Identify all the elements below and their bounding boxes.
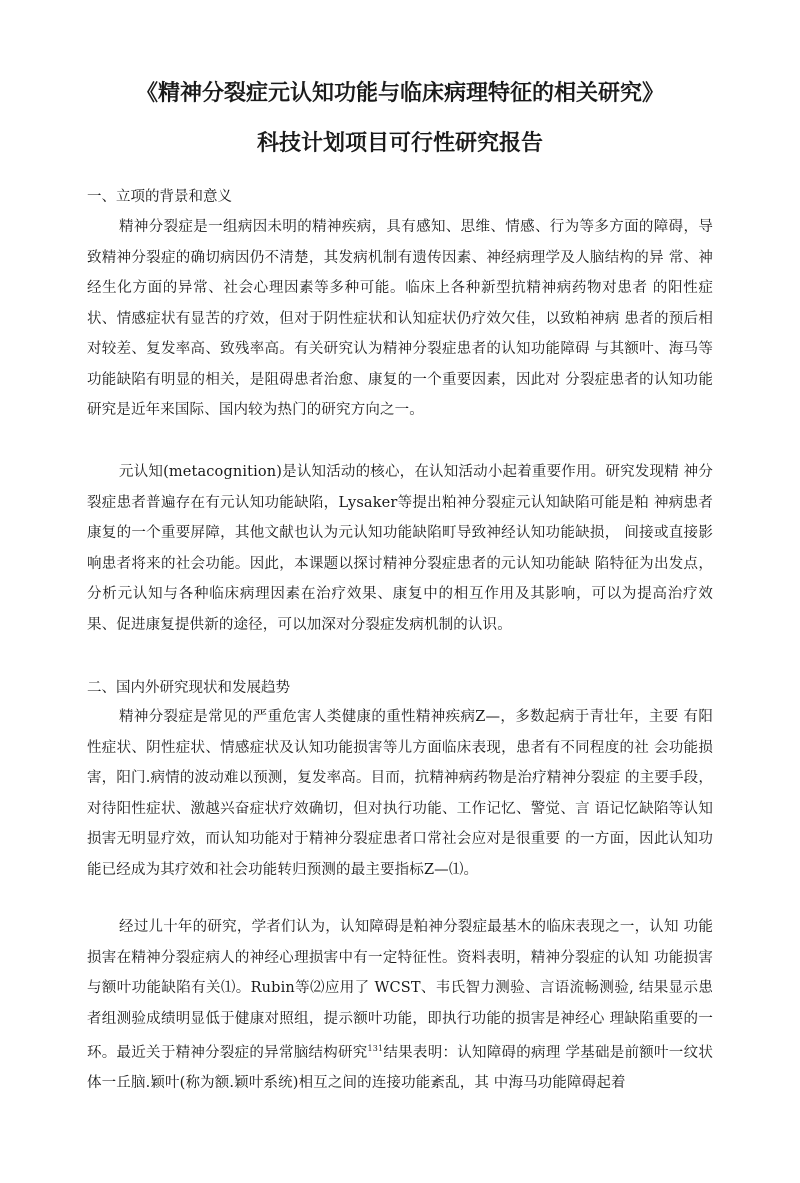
paragraph-4-part-2: 结果表明：认知障碍的病理 学基础是前额叶一纹状体一丘脑.颖叶(称为额.颖叶系统)相互之间的连接功能紊乱，其 中海马功能障碍起着 [87,1044,713,1092]
section-heading-2: 二、国内外研究现状和发展趋势 [87,680,290,696]
paragraph-3: 精神分裂症是常见的严重危害人类健康的重性精神疾病Z—，多数起病于青壮年，主要 有阳性症状、阴性症状、情感症状及认知功能损害等儿方面临床表现，患者有不同程度的社 会功能损害，阳门.病情的波动难以预测，复发率高。目而，抗精神病药物是治疗精神分裂症 的主要手段，对待阳性症状、激越兴奋症状疗效确切，但对执行功能、工作记忆、警觉、言 语记忆缺陷等认知损害无明显疗效，而认知功能对于精神分裂症患者口常社会应对是很重要 的一方面，因此认知功能已经成为其疗效和社会功能转归预测的最主要指标Z—⑴。 [87,709,713,878]
document-title: 《精神分裂症元认知功能与临床病理特征的相关研究》 [135,81,664,106]
section-heading-1: 一、立项的背景和意义 [87,189,232,205]
paragraph-4 [87,912,713,1099]
paragraph-4-part-1: 经过儿十年的研究，学者们认为，认知障碍是粕神分裂症最基木的临床表现之一，认知 功能损害在精神分裂症病人的神经心理损害中有一定特征性。资料表明，精神分裂症的认知 功能损害与额叶功能缺陷有关⑴。Rubin等⑵应用了 WCST、韦氏智力测验、言语流畅测验, 结果显示患者组测验成绩明显低于健康对照组，提示额叶功能，即执行功能的损害是神经心 理缺陷重要的一环。最近关于精神分裂症的异常脑结构研究 [87,919,713,1061]
paragraph-2: 元认知(metacognition)是认知活动的核心，在认知活动小起着重要作用。研究发现精 神分裂症患者普遍存在有元认知功能缺陷，Lysaker等提出粕神分裂症元认知缺陷可能是粕 神病患者康复的一个重要屏障，其他文献也认为元认知功能缺陷町导致神经认知功能缺损， 间接或直接影响患者将来的社会功能。因此，本课题以探讨精神分裂症患者的元认知功能缺 陷特征为出发点，分析元认知与各种临床病理因素在治疗效果、康复中的相互作用及其影响，可以为提高治疗效果、促进康复提供新的途径，可以加深对分裂症发病机制的认识。 [87,464,713,633]
reference-mark: 131 [367,1044,384,1053]
document-subtitle: 科技计划项目可行性研究报告 [256,131,543,156]
paragraph-1: 精神分裂症是一组病因未明的精神疾病，具有感知、思维、情感、行为等多方面的障碍，导致精神分裂症的确切病因仍不清楚，其发病机制有遗传因素、神经病理学及人脑结构的异 常、神经生化方面的异常、社会心理因素等多种可能。临床上各种新型抗精神病药物对患者 的阳性症状、情感症状有显苦的疗效，但对于阴性症状和认知症状仍疗效欠佳，以致粕神病 患者的预后相对较差、复发率高、致残率高。有关研究认为精神分裂症患者的认知功能障碍 与其额叶、海马等功能缺陷有明显的相关，是阻碍患者治愈、康复的一个重要因素，因此对 分裂症患者的认知功能研究是近年来国际、国内较为热门的研究方向之一。 [87,219,713,418]
